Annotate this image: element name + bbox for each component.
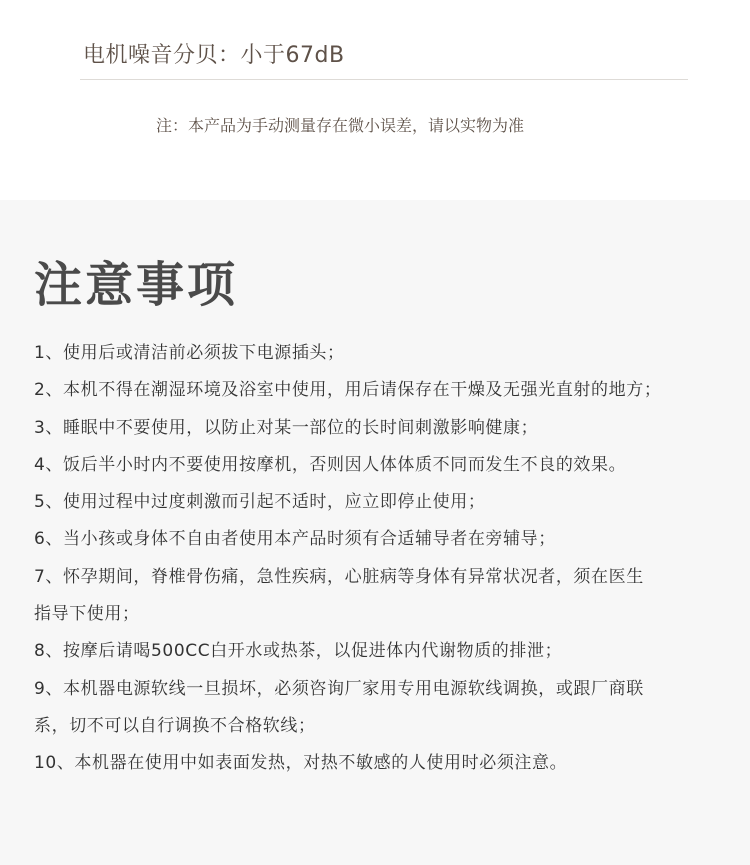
precaution-item: 7、怀孕期间，脊椎骨伤痛，急性疾病，心脏病等身体有异常状况者，须在医生 指导下使用； (34, 566, 644, 625)
noise-spec-text: 电机噪音分贝：小于67dB (83, 43, 345, 68)
spec-divider (80, 79, 688, 80)
precautions-list (34, 335, 724, 783)
precaution-item: 9、本机器电源软线一旦损坏，必须咨询厂家用专用电源软线调换，或跟厂商联 系，切不可以自行调换不合格软线； (34, 678, 644, 736)
precaution-item: 3、睡眠中不要使用，以防止对某一部位的长时间刺激影响健康； (34, 417, 539, 438)
measurement-note: 注：本产品为手动测量存在微小误差，请以实物为准 (156, 116, 525, 135)
precaution-item: 2、本机不得在潮湿环境及浴室中使用，用后请保存在干燥及无强光直射的地方； (34, 380, 662, 401)
precaution-item: 10、本机器在使用中如表面发热，对热不敏感的人使用时必须注意。 (34, 753, 568, 774)
spec-section (0, 0, 750, 200)
precautions-section (0, 200, 750, 865)
precaution-item: 8、按摩后请喝500CC白开水或热茶，以促进体内代谢物质的排泄； (34, 641, 563, 662)
precaution-item: 5、使用过程中过度刺激而引起不适时，应立即停止使用； (34, 492, 486, 513)
precaution-item: 1、使用后或清洁前必须拔下电源插头； (34, 343, 345, 363)
precautions-title: 注意事项 (34, 257, 239, 313)
precaution-item: 4、饭后半小时内不要使用按摩机，否则因人体体质不同而发生不良的效果。 (34, 454, 627, 475)
precaution-item: 6、当小孩或身体不自由者使用本产品时须有合适辅导者在旁辅导； (34, 529, 556, 550)
